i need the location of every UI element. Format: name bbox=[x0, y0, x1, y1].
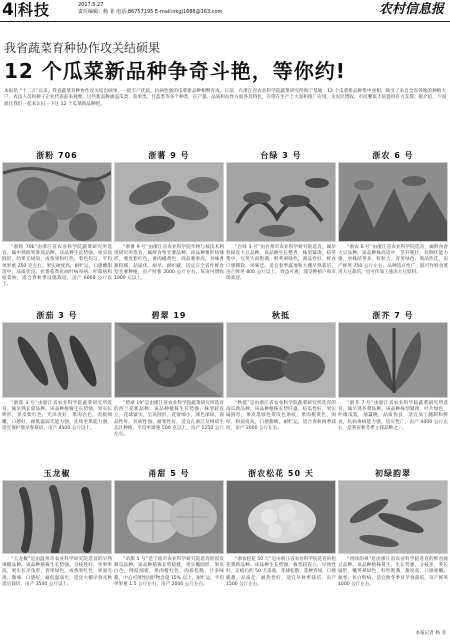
variety-description: “甬甜 5 号”是宁波市农业科学研究院选育的厚皮甜瓜品种。该品种植株长势稳健，果实椭圆形，果皮白色，网纹细密，果肉橙红色，肉质松脆，汁多味甜，中心可溶性固形物含量 15% 以上，耐贮运，平均单果重 1.5 公斤左右，亩产 2000 公斤左右。 bbox=[114, 557, 224, 587]
variety-photo bbox=[226, 162, 336, 242]
variety-name: 碧翠 19 bbox=[151, 311, 187, 320]
variety-photo bbox=[114, 322, 224, 398]
page-number: 4 bbox=[2, 0, 14, 20]
variety-name: 浙农 6 号 bbox=[372, 151, 414, 160]
variety-description: “初绿韵翠”是由浙江省农业科学院选育的鲜食豌豆品种。该品种植株蔓生，生长势强，分枝多，荚长扁形，嫩荚翠绿色，籽粒饱满，甜度高，口感柔嫩。耐寒，抗白粉病，适宜秋冬季及早春栽培，亩产鲜荚 1000 公斤左右。 bbox=[338, 557, 448, 587]
variety-description: “浙农松花 50 天”是由浙江省农业科学院选育的松花菜新品种。该品种生长势强，株型较直立，早熟性好，定植后约 50 天采收，花球松散，花梗青绿，口感脆甜，品质佳，耐热性好，适宜早秋季栽培，亩产 1500 公斤左右。 bbox=[226, 557, 336, 587]
variety-name: 浙粉 706 bbox=[36, 151, 78, 160]
variety-photo bbox=[2, 162, 112, 242]
variety-card bbox=[338, 468, 448, 588]
variety-card bbox=[338, 150, 448, 276]
section-name: 科技 bbox=[18, 1, 51, 19]
variety-card bbox=[114, 150, 224, 282]
article-lead: 本报讯 “十二五”以来，我省蔬菜育种协作攻关结出硕果，一批丰产优质、抗病性强的瓜菜新品种相继育成。日前，在浙江省农业科学院蔬菜研究所海宁基地，12 个瓜菜新品种集中亮相，吸引了来自全省各地的种植大户、农技人员和种子企业代表前来观摩。这些新品种涵盖瓜类、茄果类、甘蓝类等多个种类，在产量、品质和抗性方面各具特色，有望在生产上大面积推广应用，为农民增收、市民餐桌丰富提供有力支撑。据介绍，下面就让我们一起来认识一下这 12 个瓜菜新品种吧。 bbox=[4, 89, 446, 107]
variety-name: 浙茄 3 号 bbox=[36, 311, 78, 320]
variety-photo bbox=[338, 480, 448, 554]
variety-card bbox=[338, 310, 448, 432]
variety-card bbox=[226, 310, 336, 432]
variety-card bbox=[2, 150, 112, 288]
variety-card bbox=[114, 310, 224, 438]
masthead bbox=[0, 0, 450, 20]
variety-photo bbox=[2, 322, 112, 398]
issue-date: 2017.5.27 bbox=[78, 2, 104, 8]
variety-card bbox=[2, 310, 112, 432]
article-headline: 12 个瓜菜新品种争奇斗艳，等你约! bbox=[4, 59, 346, 83]
variety-name: 甬甜 5 号 bbox=[148, 469, 190, 478]
variety-photo bbox=[338, 162, 448, 242]
variety-card bbox=[226, 468, 336, 588]
variety-photo bbox=[338, 322, 448, 398]
variety-description: “浙农 6 号”由浙江省农业科学院选育，属鲜食春大豆品种。该品种株高适中，茎秆粗壮，抗倒伏能力强，单株结荚多，籽粒大，青荚绿色，商品性佳，亩产鲜荚 750 公斤左右。品种适应性广，既可作鲜食菜用大豆栽培，也可作加工速冻大豆原料。 bbox=[338, 245, 448, 275]
variety-name: 浙农松花 50 天 bbox=[248, 469, 314, 478]
variety-description: “碧翠 19”是由浙江省农业科学院蔬菜研究所选育的西兰花新品种。该品种植株生长势强，株型较直立，花球紧实，呈高圆形，花蕾细小，颜色深绿，商品性好。抗病性强，耐寒性好，适宜在浙江及相似生态区种植，平均单球重 500 克以上，亩产 1250 公斤左右。 bbox=[114, 401, 224, 438]
editor-info: 责任编辑：杨 菲 电话:86757195 E-mail:nkgj1688@163.com bbox=[78, 9, 223, 15]
variety-photo bbox=[226, 322, 336, 398]
variety-name: 浙薯 9 号 bbox=[148, 151, 190, 160]
byline: 本报记者 杨 菲 bbox=[415, 631, 446, 636]
variety-name: 台绿 3 号 bbox=[260, 151, 302, 160]
variety-description: “浙粉 706”由浙江省农业科学院蔬菜研究所选育，属中熟粉果番茄品种。该品种生长势强，果实高圆形，幼果无绿肩，成熟果粉红色，着色均匀，平均单果重 250 克左右。果实硬度高，耐贮运，口感酸甜适中，品质优良。抗番茄黄化曲叶病毒病、叶霉病和枯萎病，适合春秋季设施栽培，亩产 6000 公斤以上。 bbox=[2, 245, 112, 288]
variety-card bbox=[226, 150, 336, 282]
variety-name: 秋抵 bbox=[272, 311, 290, 320]
variety-card bbox=[2, 468, 112, 588]
variety-description: “浙茄 3 号”由浙江省农业科学院蔬菜研究所选育，属早熟长茄品种。该品种植株生长势强，果实长棒形，果皮紫红色，光泽度好，果肉白色，肉质细嫩，口感好，耐低温弱光能力强，连续坐果能力强，适宜保护地早春栽培，亩产 4500 公斤以上。 bbox=[2, 401, 112, 431]
variety-photo bbox=[114, 480, 224, 554]
top-rule bbox=[0, 21, 450, 22]
variety-name: 玉龙椒 bbox=[43, 469, 71, 478]
variety-description: “浙薯 9 号”由浙江省农业科学院作物与核技术利用研究所选育，属鲜食型甘薯品种。该品种薯形纺锤形，薯皮紫红色，薯肉橘黄色，商品薯率高，食味香甜粉糯，品质优。耐旱，耐贮藏，适宜在全省作鲜食型甘薯种植，亩产鲜薯 2000 公斤左右，每亩可增收 1000 元以上。 bbox=[114, 245, 224, 282]
variety-photo bbox=[2, 480, 112, 554]
variety-photo bbox=[114, 162, 224, 242]
article-kicker: 我省蔬菜育种协作攻关结硕果 bbox=[4, 41, 161, 55]
variety-name: 初绿韵翠 bbox=[375, 469, 411, 478]
variety-description: “秋抵”是由浙江省农业科学院蔬菜研究所选育的南瓜新品种。该品种植株长势旺盛，结瓜性好，果实扁圆形，果皮墨绿色带浅色条纹，果肉橙黄色，肉厚，粉质度高，口感甜糯。耐贮运，适合春秋两季栽培，亩产 2000 公斤左右。 bbox=[226, 401, 336, 431]
variety-card bbox=[114, 468, 224, 588]
variety-description: “玉龙椒”是由温州市农业科学研究院选育的早熟辣椒品种。该品种植株生长势强，分枝性好，坐果率高，果实长羊角形，青果绿色，成熟果红色，果面光滑，微辣，口感好，耐低温弱光，适宜大棚早春及秋延后栽培，亩产 3500 公斤以上。 bbox=[2, 557, 112, 587]
variety-photo bbox=[226, 480, 336, 554]
variety-description: “浙芥 7 号”由浙江省农业科学院蔬菜研究所选育，属早熟芥菜品种。该品种株型紧凑，叶片绿色，叶缘浅裂，抽薹晚，品质优良，适宜加工腌制和鲜食，抗病毒病能力强，适应性广，亩产 4000 公斤左右，是我省秋冬季主栽品种之一。 bbox=[338, 401, 448, 431]
paper-logo: 农村信息报 bbox=[378, 2, 444, 17]
section-divider bbox=[15, 3, 16, 17]
variety-description: “台绿 3 号”由台州市农业科学研究院选育，属早熟绿皮大豆品种。该品种生长整齐，株型紧凑，结荚集中，豆荚大而饱满，鲜荚翠绿色，商品性好。鲜食口感糯软，风味佳。适宜春季露地和大棚早熟栽培，亩产鲜荚 800 公斤以上，效益可观，深受种植户和市场欢迎。 bbox=[226, 245, 336, 282]
variety-name: 浙芥 7 号 bbox=[372, 311, 414, 320]
